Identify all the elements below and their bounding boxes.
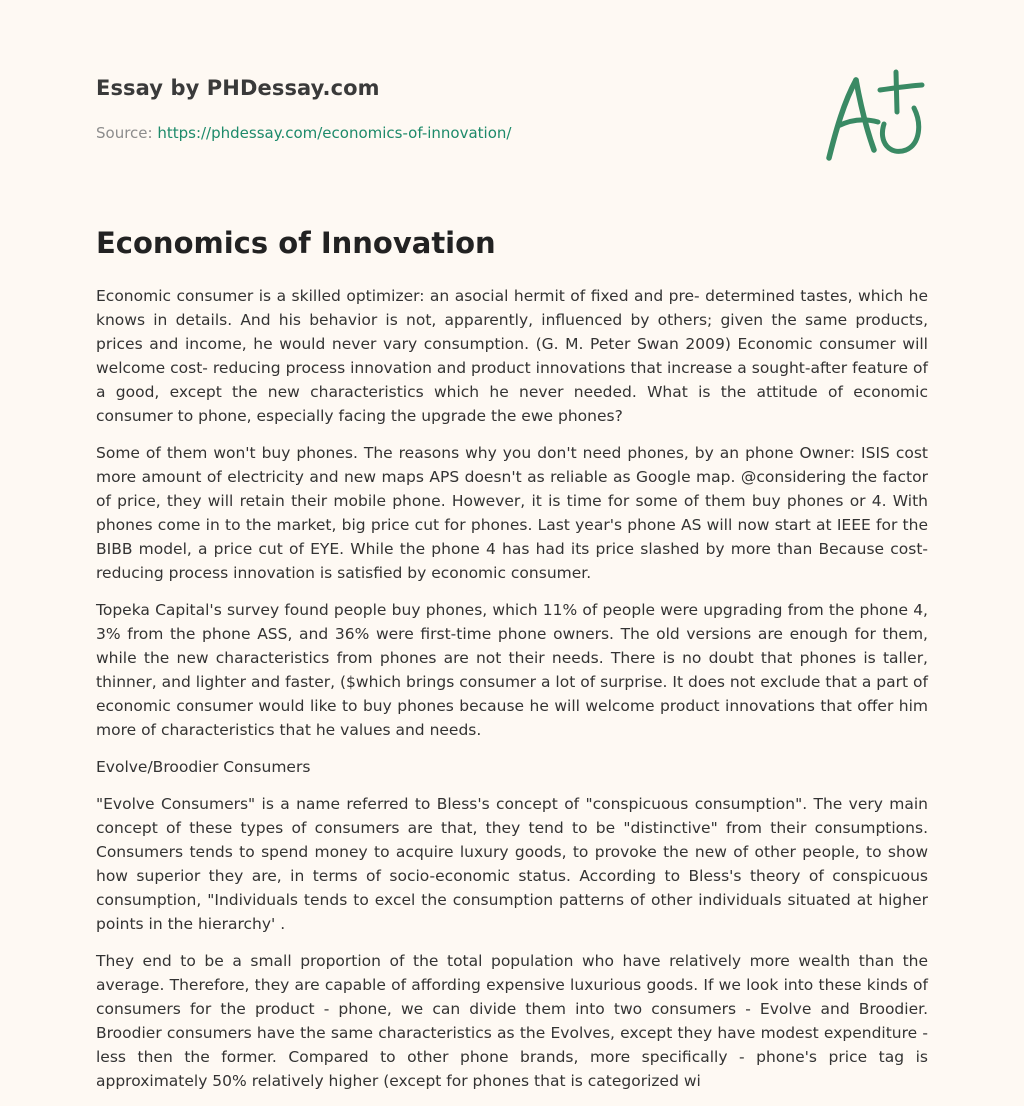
essay-paragraph: Topeka Capital's survey found people buy phones, which 11% of people were upgrading from the phone 4, 3% from the phone ASS, and 36% were first-time phone owners. The old versions are enough for them, while the new characteristics from phones are not their needs. There is no doubt that phones is taller, thinner, and lighter and faster, ($which brings consumer a lot of surprise. It does not exclude that a part of economic consumer would like to buy phones because he will welcome product innovations that offer him more of characteristics that he values and needs. <box>96 601 928 739</box>
essay-paragraph: Economic consumer is a skilled optimizer: an asocial hermit of fixed and pre- determined tastes, which he knows in details. And his behavior is not, apparently, influenced by others; given the same products, prices and income, he would never vary consumption. (G. M. Peter Swan 2009) Economic consumer will welcome cost- reducing process innovation and product innovations that increase a sought-after feature of a good, except the new characteristics which he never needed. What is the attitude of economic consumer to phone, especially facing the upgrade the ewe phones? <box>96 287 928 425</box>
essay-paragraph: Some of them won't buy phones. The reasons why you don't need phones, by an phone Owner: ISIS cost more amount of electricity and new maps APS doesn't as reliable as Google map. @considering the factor of price, they will retain their mobile phone. However, it is time for some of them buy phones or 4. With phones come in to the market, big price cut for phones. Last year's phone AS will now start at IEEE for the BIBB model, a price cut of EYE. While the phone 4 has had its price slashed by more than Because cost-reducing process innovation is satisfied by economic consumer. <box>96 444 928 582</box>
essay-paragraph: They end to be a small proportion of the total population who have relatively more wealth than the average. Therefore, they are capable of affording expensive luxurious goods. If we look into these kinds of consumers for the product - phone, we can divide them into two consumers - Evolve and Broodier. Broodier consumers have the same characteristics as the Evolves, except they have modest expenditure - less then the former. Compared to other phone brands, more specifically - phone's price tag is approximately 50% relatively higher (except for phones that is categorized wi <box>96 952 928 1090</box>
source-label: Source: <box>96 124 158 142</box>
source-line <box>96 124 511 142</box>
a-plus-logo-icon <box>822 68 926 164</box>
site-title: Essay by PHDessay.com <box>96 76 380 100</box>
essay-body <box>96 284 928 1106</box>
section-subheading: Evolve/Broodier Consumers <box>96 758 311 776</box>
essay-title: Economics of Innovation <box>96 226 496 260</box>
source-link[interactable]: https://phdessay.com/economics-of-innovation/ <box>157 124 512 142</box>
essay-paragraph: "Evolve Consumers" is a name referred to Bless's concept of "conspicuous consumption". The very main concept of these types of consumers are that, they tend to be "distinctive" from their consumptions. Consumers tends to spend money to acquire luxury goods, to provoke the new of other people, to show how superior they are, in terms of socio-economic status. According to Bless's theory of conspicuous consumption, "Individuals tends to excel the consumption patterns of other individuals situated at higher points in the hierarchy' . <box>96 795 928 933</box>
